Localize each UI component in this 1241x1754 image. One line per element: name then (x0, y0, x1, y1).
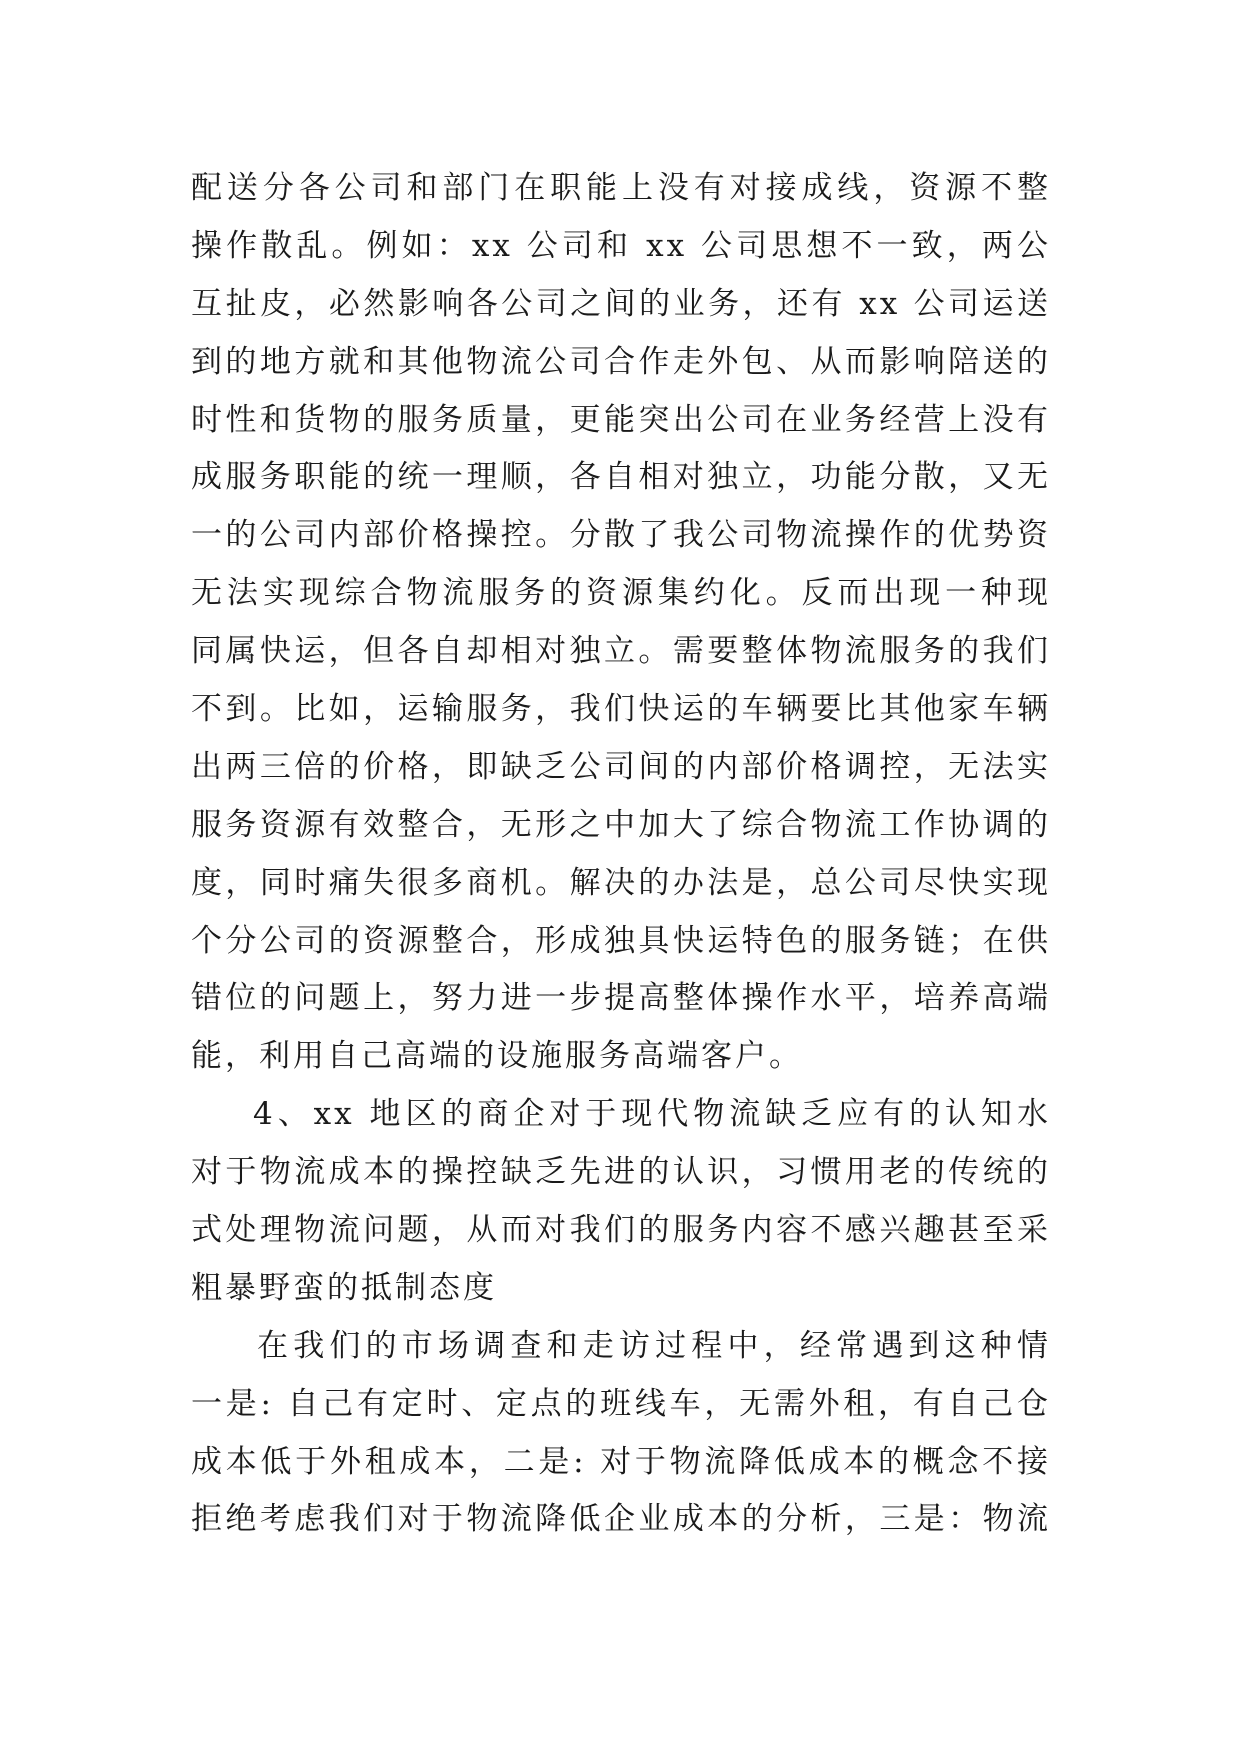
text-line: 出两三倍的价格，即缺乏公司间的内部价格调控，无法实 (191, 748, 1051, 785)
paragraph-last-line: 粗暴野蛮的抵制态度 (191, 1269, 497, 1306)
text-line: 成本低于外租成本，二是: 对于物流降低成本的概念不接 (191, 1443, 1051, 1480)
text-line: 不到。比如，运输服务，我们快运的车辆要比其他家车辆 (191, 691, 1051, 728)
paragraph-first-line: 4、xx 地区的商企对于现代物流缺乏应有的认知水 (253, 1096, 1051, 1133)
text-line: 对于物流成本的操控缺乏先进的认识，习惯用老的传统的 (191, 1154, 1051, 1191)
text-line: 度，同时痛失很多商机。解决的办法是，总公司尽快实现 (191, 864, 1051, 901)
paragraph-last-line: 能，利用自己高端的设施服务高端客户。 (191, 1038, 803, 1075)
text-line: 时性和货物的服务质量，更能突出公司在业务经营上没有 (191, 401, 1051, 438)
text-line: 式处理物流问题，从而对我们的服务内容不感兴趣甚至采 (191, 1212, 1051, 1249)
text-line: 同属快运，但各自却相对独立。需要整体物流服务的我们 (191, 633, 1051, 670)
text-line: 一的公司内部价格操控。分散了我公司物流操作的优势资 (191, 517, 1051, 554)
text-line: 一是: 自己有定时、定点的班线车，无需外租，有自己仓 (191, 1385, 1051, 1422)
text-line: 拒绝考虑我们对于物流降低企业成本的分析，三是：物流 (191, 1501, 1051, 1538)
text-line: 服务资源有效整合，无形之中加大了综合物流工作协调的 (191, 806, 1051, 843)
text-line: 配送分各公司和部门在职能上没有对接成线，资源不整 (191, 170, 1051, 206)
text-line: 错位的问题上，努力进一步提高整体操作水平，培养高端 (191, 980, 1051, 1017)
body-text (191, 160, 1051, 1549)
text-line: 操作散乱。例如：xx 公司和 xx 公司思想不一致，两公 (191, 227, 1051, 264)
text-line: 个分公司的资源整合，形成独具快运特色的服务链；在供 (191, 922, 1051, 959)
text-line: 到的地方就和其他物流公司合作走外包、从而影响陪送的 (191, 343, 1051, 380)
paragraph-first-line: 在我们的市场调查和走访过程中，经常遇到这种情 (257, 1327, 1051, 1364)
text-line: 无法实现综合物流服务的资源集约化。反而出现一种现 (191, 575, 1051, 612)
text-line: 互扯皮，必然影响各公司之间的业务，还有 xx 公司运送 (191, 285, 1051, 322)
text-line: 成服务职能的统一理顺，各自相对独立，功能分散，又无 (191, 459, 1051, 496)
